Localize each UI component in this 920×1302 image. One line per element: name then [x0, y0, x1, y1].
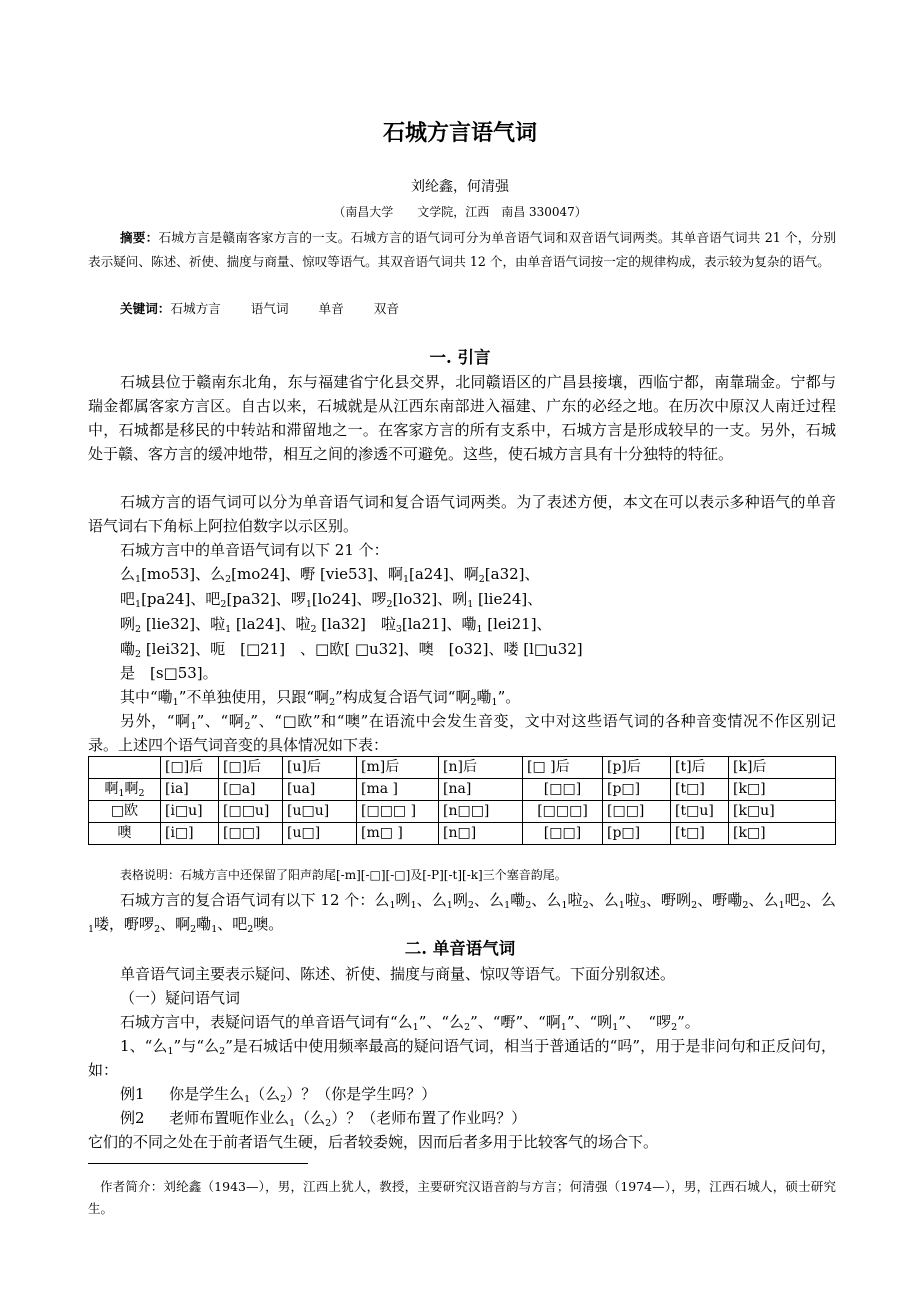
- keyword: 语气词: [250, 301, 289, 316]
- table-header-cell: [□]后: [161, 757, 219, 779]
- particle: 啰: [371, 590, 387, 608]
- example-1: [120, 1082, 436, 1106]
- keywords-label: 关键词：: [120, 301, 171, 316]
- intro-paragraph-1: 石城县位于赣南东北角，东与福建省宁化县交界，北同赣语区的广昌县接壤，西临宁都，南靠瑞金。宁都与瑞金都属客家方言区。自古以来，石城就是从江西东南部进入福建、广东的必经之地。在历次中原汉人南迁过程中，石城都是移民的中转站和滞留地之一。在客家方言的所有支系中，石城方言是形成较早的一支。另外，石城处于赣、客方言的缓冲地带，相互之间的渗透不可避免。这些，使石城方言具有十分独特的特征。: [88, 373, 836, 463]
- table-cell: [t□]: [671, 823, 729, 845]
- section2-paragraph-2: [88, 1010, 836, 1034]
- subscript: 2: [135, 624, 142, 635]
- phonetic: [pa32]、: [226, 590, 291, 608]
- subscript: 1: [412, 1022, 419, 1033]
- table-cell: [k□]: [729, 779, 836, 801]
- subscript: 2: [220, 599, 227, 610]
- text-run: 另外，“啊: [120, 712, 191, 730]
- table-row: [89, 823, 836, 845]
- subscript: 2: [310, 624, 317, 635]
- text-run: 例1 你是学生么: [120, 1085, 245, 1103]
- text-run: ”、“咧: [566, 1013, 613, 1031]
- table-row-header: □欧: [89, 801, 161, 823]
- subscript: 1: [476, 624, 483, 635]
- table-header-cell: [89, 757, 161, 779]
- compound-paragraph: [88, 888, 836, 936]
- text-run: ”不单独使用，只跟“啊: [178, 688, 330, 706]
- text-run: 、么: [416, 891, 447, 909]
- text-run: ”。: [677, 1013, 700, 1031]
- text-run: 石城方言中，表疑问语气的单音语气词有“么: [120, 1013, 413, 1031]
- text-run: ）？（老师布置了作业吗？）: [331, 1109, 527, 1127]
- phonetic: [lo24]、: [311, 590, 372, 608]
- subscript: 1: [504, 900, 511, 911]
- particle: 么: [120, 565, 136, 583]
- particle: 啊: [387, 565, 403, 583]
- phonetic: [mo24]、: [231, 565, 301, 583]
- subscript: 1: [135, 599, 142, 610]
- word-list-line-2: [120, 587, 542, 611]
- subscript: 1: [118, 788, 125, 799]
- particle: 嘞: [461, 615, 477, 633]
- subscript: 2: [671, 1022, 678, 1033]
- table-header-cell: [m]后: [357, 757, 439, 779]
- subscript: 1: [190, 721, 197, 732]
- table-header-cell: [k]后: [729, 757, 836, 779]
- text-run: 例2 老师布置呃作业么: [120, 1109, 290, 1127]
- table-cell: [p□]: [603, 823, 671, 845]
- word-list-line-3: [120, 612, 552, 636]
- text-run: 、嘢嘞: [697, 891, 743, 909]
- particle: 吧: [205, 590, 221, 608]
- subscript: 1: [211, 924, 218, 935]
- subscript: 1: [561, 900, 568, 911]
- text-run: 么: [374, 891, 390, 909]
- table-cell: [□□□ ]: [357, 801, 439, 823]
- particle: 噢 [o32]、: [418, 640, 504, 658]
- particle: 嘢 [vie53]、: [300, 565, 388, 583]
- particle: 啦: [365, 615, 396, 633]
- text-run: 、吧: [217, 915, 248, 933]
- phonetic: [la24]、: [231, 615, 296, 633]
- subscript: 1: [410, 900, 417, 911]
- table-header-cell: [n]后: [439, 757, 523, 779]
- subscript: 1: [446, 900, 453, 911]
- subsection-heading: （一）疑问语气词: [120, 989, 241, 1007]
- table-cell: [□□□]: [523, 801, 603, 823]
- text-run: 啦: [624, 891, 640, 909]
- subscript: 1: [88, 924, 95, 935]
- table-cell: [t□]: [671, 779, 729, 801]
- text-run: 吧: [784, 891, 800, 909]
- keywords: [120, 298, 429, 320]
- text-run: （么: [295, 1109, 326, 1127]
- text-run: 石城方言的复合语气词有以下 12 个：: [120, 891, 375, 909]
- phonetic: [lei32]、: [141, 640, 211, 658]
- subscript: 2: [582, 900, 589, 911]
- subscript: 2: [470, 697, 477, 708]
- sound-change-table: [88, 756, 836, 845]
- subscript: 2: [225, 574, 232, 585]
- abstract: [88, 226, 836, 274]
- particle: 咧: [452, 590, 468, 608]
- subscript: 1: [225, 624, 232, 635]
- subscript: 1: [618, 900, 625, 911]
- text-run: 啊: [104, 781, 119, 797]
- subscript: 3: [639, 900, 646, 911]
- text-run: 其中“嘞: [120, 688, 173, 706]
- phonetic: [lo32]、: [392, 590, 453, 608]
- table-cell: [□□u]: [219, 801, 283, 823]
- authors: 刘纶鑫，何清强: [411, 179, 509, 195]
- table-header-cell: [t]后: [671, 757, 729, 779]
- table-cell: [k□u]: [729, 801, 836, 823]
- example-2: [120, 1106, 526, 1130]
- subscript: 2: [280, 1094, 287, 1105]
- subscript: 1: [612, 1022, 619, 1033]
- subscript: 2: [525, 900, 532, 911]
- subscript: 1: [172, 697, 179, 708]
- particle: 咧: [120, 615, 136, 633]
- section-heading-1: 一. 引言: [429, 348, 491, 367]
- particle: 啦: [210, 615, 226, 633]
- table-row-header: [89, 779, 161, 801]
- intro-paragraph-2: 石城方言的语气词可以分为单音语气词和复合语气词两类。为了表述方便，本文在可以表示多种语气的单音语气词右下角标上阿拉伯数字以示区别。: [88, 493, 836, 535]
- text-run: 啦: [567, 891, 583, 909]
- keyword: 双音: [373, 301, 399, 316]
- subscript: 3: [395, 624, 402, 635]
- phonetic: [a32]、: [484, 565, 540, 583]
- text-run: 、么: [805, 891, 836, 909]
- paper-title: 石城方言语气词: [382, 120, 537, 146]
- text-run: 喽，嘢啰: [94, 915, 155, 933]
- text-run: 咧: [395, 891, 411, 909]
- subscript: 2: [190, 924, 197, 935]
- table-cell: [u□u]: [283, 801, 357, 823]
- table-cell: [□a]: [219, 779, 283, 801]
- phonetic: [lie32]、: [141, 615, 211, 633]
- table-cell: [i□u]: [161, 801, 219, 823]
- subscript: 1: [778, 900, 785, 911]
- text-run: ”是石城话中使用频率最高的疑问语气词，相当于普通话的“吗”，用于是非问句和正反问句，如：: [88, 1037, 836, 1079]
- particle: 啦: [295, 615, 311, 633]
- subscript: 2: [742, 900, 749, 911]
- table-cell: [k□]: [729, 823, 836, 845]
- subscript: 2: [467, 900, 474, 911]
- table-header-cell: [u]后: [283, 757, 357, 779]
- subscript: 2: [219, 1046, 226, 1057]
- phonetic: [la21]、: [401, 615, 462, 633]
- subscript: 1: [467, 599, 474, 610]
- keyword: 石城方言: [170, 301, 221, 316]
- table-cell: [□□]: [523, 823, 603, 845]
- subscript: 2: [464, 1022, 471, 1033]
- subscript: 2: [386, 599, 393, 610]
- particle: 喽 [l□u32]: [503, 640, 583, 658]
- text-run: 嘞: [476, 688, 492, 706]
- text-run: 咧: [452, 891, 468, 909]
- affiliation: （南昌大学 文学院，江西 南昌 330047）: [333, 205, 587, 219]
- table-cell: [□□]: [603, 801, 671, 823]
- particle: 嘞: [120, 640, 136, 658]
- text-run: 、么: [588, 891, 619, 909]
- table-cell: [ua]: [283, 779, 357, 801]
- subscript: 1: [244, 1094, 251, 1105]
- section-heading-2: 二. 单音语气词: [404, 939, 516, 958]
- particle: 啰: [290, 590, 306, 608]
- subscript: 2: [247, 924, 254, 935]
- table-row: [89, 779, 836, 801]
- subscript: 1: [402, 574, 409, 585]
- subscript: 2: [138, 788, 145, 799]
- text-run: ”、“□欧”和“噢”在语流中会发生音变，文中对这些语气词的各种音变情况不作区别记录。上述四个语气词音变的具体情况如下表：: [88, 712, 836, 754]
- phonetic: [pa24]、: [141, 590, 206, 608]
- subscript: 2: [799, 900, 806, 911]
- subscript: 2: [135, 649, 142, 660]
- text-run: ”、 “啰: [618, 1013, 672, 1031]
- table-cell: [p□]: [603, 779, 671, 801]
- table-cell: [ia]: [161, 779, 219, 801]
- text-run: ）？（你是学生吗？）: [286, 1085, 437, 1103]
- phonetic: [mo53]、: [141, 565, 211, 583]
- subscript: 1: [560, 1022, 567, 1033]
- table-header-row: [89, 757, 836, 779]
- word-list-line-4: [120, 637, 583, 661]
- subscript: 2: [691, 900, 698, 911]
- section2-paragraph-1: 单音语气词主要表示疑问、陈述、祈使、揣度与商量、惊叹等语气。下面分别叙述。: [120, 965, 676, 983]
- keyword: 单音: [318, 301, 344, 316]
- table-header-cell: [□]后: [219, 757, 283, 779]
- text-run: 、嘢咧: [645, 891, 692, 909]
- word-list-line-1: [120, 562, 540, 586]
- subscript: 2: [325, 1118, 332, 1129]
- phonetic: [lei21]、: [482, 615, 552, 633]
- text-run: 噢。: [253, 915, 284, 933]
- text-run: 嘞: [196, 915, 212, 933]
- table-cell: [n□□]: [439, 801, 523, 823]
- text-run: ”。: [497, 688, 521, 706]
- abstract-label: 摘要：: [120, 230, 159, 245]
- table-cell: [na]: [439, 779, 523, 801]
- subscript: 2: [478, 574, 485, 585]
- text-run: 、啊: [160, 915, 191, 933]
- particle: 么: [210, 565, 226, 583]
- subscript: 1: [135, 574, 142, 585]
- phonetic: [a24]、: [409, 565, 464, 583]
- text-run: 、么: [748, 891, 779, 909]
- table-header-cell: [p]后: [603, 757, 671, 779]
- text-run: （么: [250, 1085, 281, 1103]
- text-run: ”、“嘢”、“啊: [470, 1013, 561, 1031]
- abstract-text: 石城方言是赣南客家方言的一支。石城方言的语气词可分为单音语气词和双音语气词两类。其单音语气词共 21 个，分别表示疑问、陈述、祈使、揣度与商量、惊叹等语气。其双音语气词共 12 个，由单音语气词按一定的规律构成，表示较为复杂的语气。: [88, 230, 836, 269]
- intro-paragraph-4: [88, 685, 836, 709]
- footnote: 作者简介：刘纶鑫（1943—），男，江西上犹人，教授，主要研究汉语音韵与方言；何清强（1974—），男，江西石城人，硕士研究生。: [88, 1179, 836, 1216]
- word-list-line-5: 是 [s□53]。: [120, 664, 218, 682]
- section2-paragraph-4: 它们的不同之处在于前者语气生硬，后者较委婉，因而后者多用于比较客气的场合下。: [88, 1133, 659, 1151]
- subscript: 2: [244, 721, 251, 732]
- subscript: 1: [305, 599, 312, 610]
- footnote-rule: [88, 1163, 308, 1164]
- intro-paragraph-5: [88, 709, 836, 757]
- table-row: [89, 801, 836, 823]
- table-cell: [ma ]: [357, 779, 439, 801]
- text-run: 嘞: [510, 891, 526, 909]
- section2-paragraph-3: [88, 1034, 836, 1082]
- table-row-header: 噢: [89, 823, 161, 845]
- particle: 啊: [463, 565, 479, 583]
- text-run: 、么: [473, 891, 505, 909]
- table-cell: [i□]: [161, 823, 219, 845]
- text-run: ”、“么: [418, 1013, 465, 1031]
- table-cell: [□□]: [219, 823, 283, 845]
- table-cell: [n□]: [439, 823, 523, 845]
- table-cell: [u□]: [283, 823, 357, 845]
- subscript: 2: [154, 924, 161, 935]
- intro-paragraph-3: 石城方言中的单音语气词有以下 21 个：: [120, 541, 389, 559]
- text-run: 1、“么: [120, 1037, 168, 1055]
- phonetic: [la32]: [316, 615, 366, 633]
- text-run: ”构成复合语气词“啊: [335, 688, 471, 706]
- table-note: 表格说明：石城方言中还保留了阳声韵尾[-m][-□][-□]及[-P][-t][-k]三个塞音韵尾。: [120, 868, 567, 882]
- table-cell: [t□u]: [671, 801, 729, 823]
- text-run: ”与“么: [173, 1037, 220, 1055]
- subscript: 1: [389, 900, 396, 911]
- table-cell: [m□ ]: [357, 823, 439, 845]
- subscript: 1: [491, 697, 498, 708]
- text-run: ”、“啊: [196, 712, 245, 730]
- particle: 呃 [□21] 、□欧[ □u32]、: [210, 640, 419, 658]
- subscript: 1: [289, 1118, 296, 1129]
- text-run: 、么: [531, 891, 562, 909]
- table-cell: [□□]: [523, 779, 603, 801]
- table-header-cell: [□ ]后: [523, 757, 603, 779]
- subscript: 1: [167, 1046, 174, 1057]
- particle: 吧: [120, 590, 136, 608]
- text-run: 啊: [124, 781, 139, 797]
- phonetic: [lie24]、: [473, 590, 543, 608]
- subscript: 2: [329, 697, 336, 708]
